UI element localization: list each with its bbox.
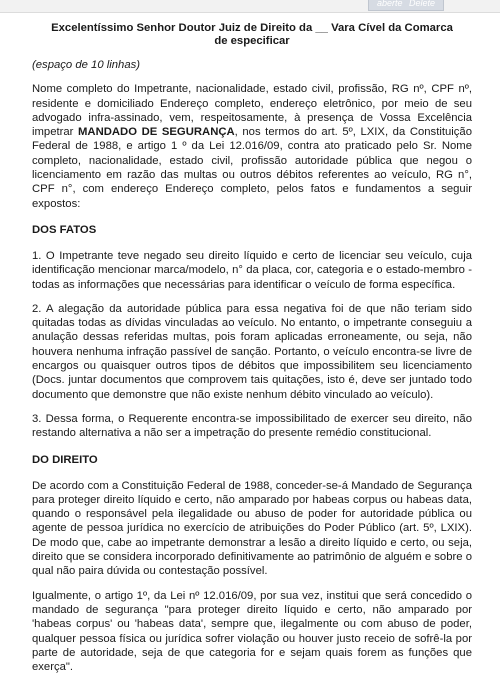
section-heading-law: DO DIREITO	[32, 453, 98, 466]
section-heading-facts: DOS FATOS	[32, 223, 97, 236]
intro-text-1: Nome completo do Impetrante, nacionalidade, estado civil, profissão, RG nº, CPF nº, residente e domiciliado Endereço completo, endereço eletrônico, por meio de seu advogado infra-assinado, vem, respeitosamente, à presença de Vossa Excelência impetrar	[32, 83, 472, 139]
intro-bold-text: MANDADO DE SEGURANÇA	[78, 126, 235, 139]
top-toolbar	[0, 0, 500, 13]
intro-paragraph	[32, 82, 472, 211]
title-line-2: de especificar	[214, 35, 290, 47]
title-line-1: Excelentíssimo Senhor Doutor Juiz de Direito da __ Vara Cível da Comarca	[51, 22, 453, 34]
toolbar-buttons	[368, 0, 444, 11]
intro-text-2: , nos termos do art. 5º, LXIX, da Constituição Federal de 1988, e artigo 1 º da Lei 12.016/09, contra ato praticado pelo Sr. Nome completo, nacionalidade, estado civil, profissão autoridade pública que negou o licenciamento em razão das multas ou outros débitos referentes ao veículo, RG n°, CPF n°, com endereço Endereço completo, pelos fatos e fundamentos a seguir expostos:	[32, 126, 472, 210]
law-paragraph-1: De acordo com a Constituição Federal de 1988, conceder-se-á Mandado de Segurança para proteger direito líquido e certo, não amparado por habeas corpus ou habeas data, quando o responsável pela ilegalidade ou abuso de poder for autoridade pública ou agente de pessoa jurídica no exercício de atribuições do Poder Público (art. 5º, LXIX). De modo que, cabe ao impetrante demonstrar a lesão a direito líquido e certo, ou seja, direito que se considera incorporado definitivamente ao patrimônio de alguém e sobre o qual não paira dúvida ou contestação possível.	[32, 479, 472, 578]
document-page	[32, 22, 472, 684]
fact-paragraph-3: 3. Dessa forma, o Requerente encontra-se impossibilitado de exercer seu direito, não restando alternativa a não ser a impetração do presente remédio constitucional.	[32, 412, 472, 440]
fact-paragraph-1: 1. O Impetrante teve negado seu direito líquido e certo de licenciar seu veículo, cuja identificação mencionar marca/modelo, n° da placa, cor, categoria e o estado-membro - todas as informações que necessárias para identificar o veículo de forma específica.	[32, 249, 472, 291]
document-title	[32, 22, 472, 48]
fact-paragraph-2: 2. A alegação da autoridade pública para essa negativa foi de que não teriam sido quitadas todas as dívidas vinculadas ao veículo. No entanto, o impetrante conseguiu a anulação dessas referidas multas, pois foram aplicadas erroneamente, ou seja, não houvera nenhuma infração passível de sanção. Portanto, o veículo encontra-se livre de encargos ou quaisquer outros tipos de débitos que impossibilitem seu licenciamento (Docs. juntar documentos que comprovem tais quitações, isto é, deve ser juntado todo documento que demonstre que não existe nenhum débito vinculado ao veículo).	[32, 302, 472, 401]
law-paragraph-2: Igualmente, o artigo 1º, da Lei nº 12.016/09, por sua vez, institui que será concedido o mandado de segurança "para proteger direito líquido e certo, não amparado por 'habeas corpus' ou 'habeas data', sempre que, ilegalmente ou com abuso de poder, qualquer pessoa física ou jurídica sofrer violação ou houver justo receio de sofrê-la por parte de autoridade, seja de que categoria for e sejam quais forem as funções que exerça".	[32, 589, 472, 674]
toolbar-button-delete[interactable]: Delete	[408, 0, 435, 8]
spacing-note: (espaço de 10 linhas)	[32, 59, 141, 71]
toolbar-button-1[interactable]: aberte	[376, 0, 403, 8]
